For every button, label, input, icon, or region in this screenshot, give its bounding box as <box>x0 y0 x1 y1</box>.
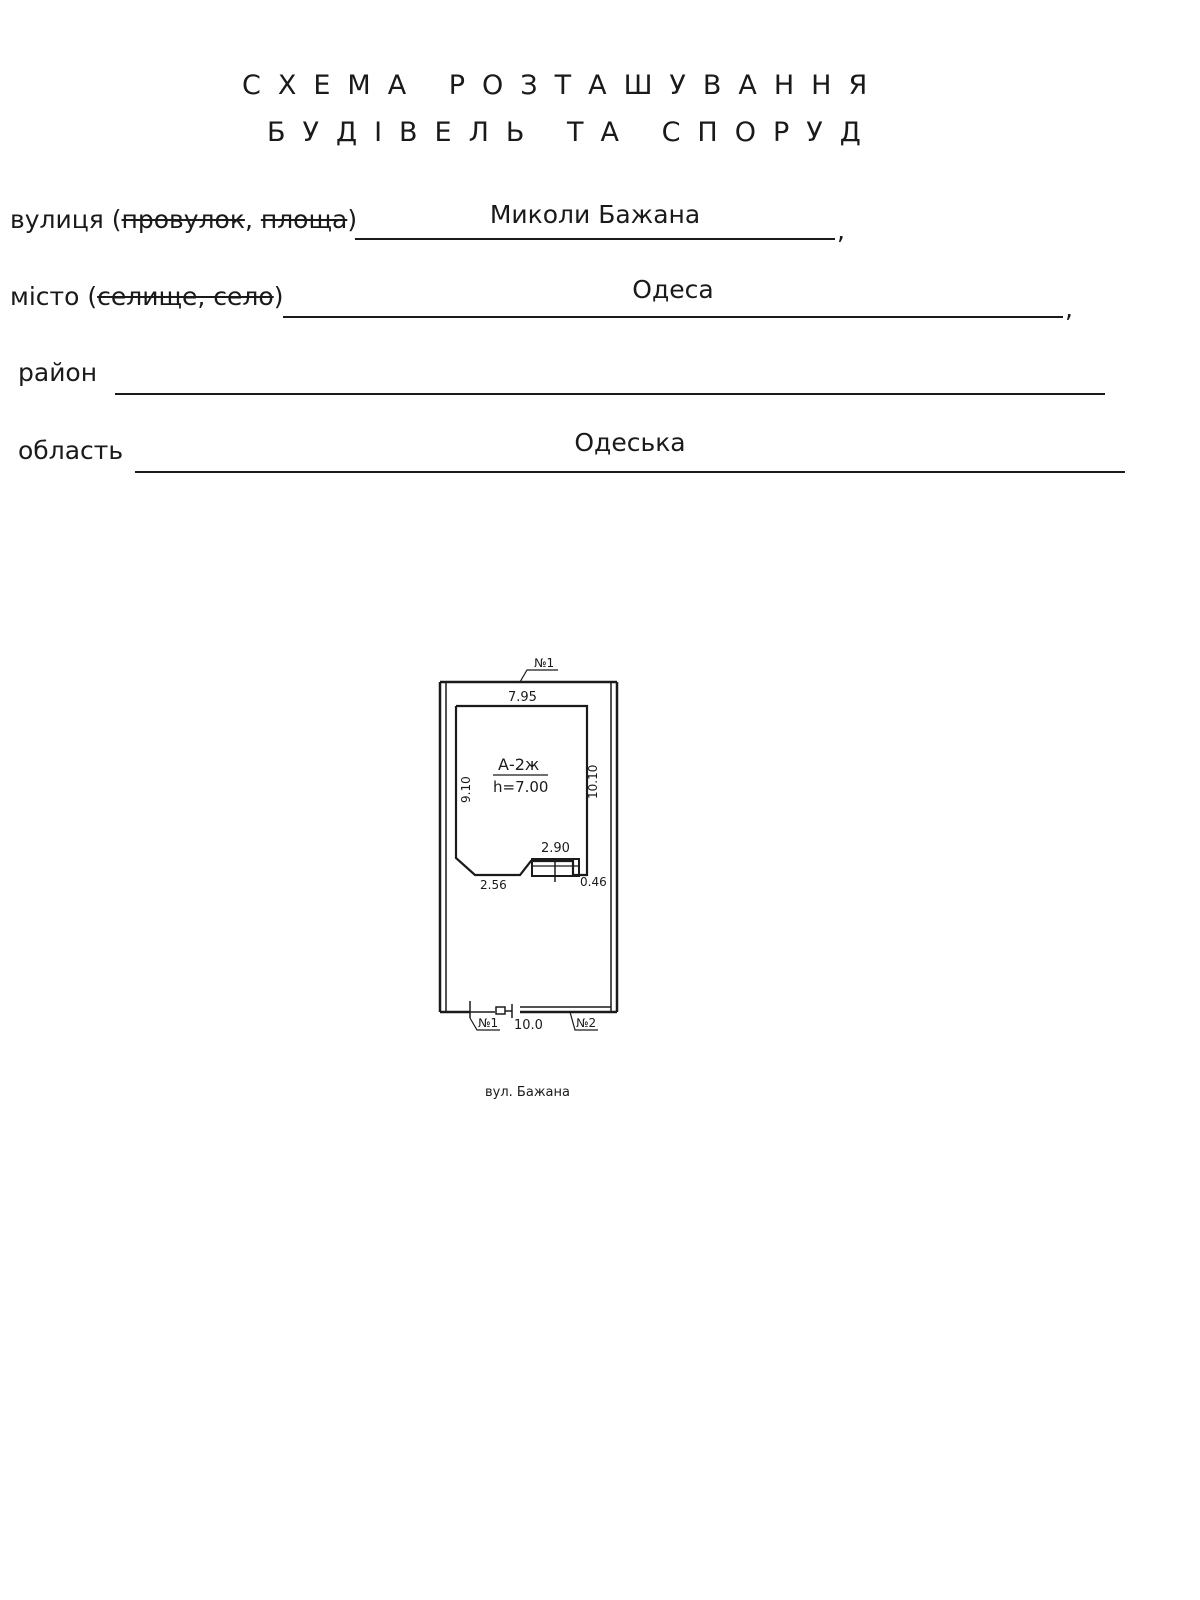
city-label-suffix: ) <box>273 282 284 311</box>
porch-width-dim: 2.90 <box>541 841 570 856</box>
building-height: h=7.00 <box>493 778 549 796</box>
bottom-left-dim: 2.56 <box>480 878 507 892</box>
district-label: район <box>18 358 98 387</box>
street-name-label: вул. Бажана <box>485 1085 570 1100</box>
city-label-prefix: місто ( <box>10 282 98 311</box>
street-label-struck-square: площа <box>260 205 348 234</box>
scheme-title-line-2: БУДІВЕЛЬ ТА СПОРУД <box>267 117 878 148</box>
region-value: Одеська <box>574 428 686 457</box>
region-label: область <box>18 436 124 465</box>
street-label-struck-lane: провулок <box>121 205 245 234</box>
city-label-struck-settlement: селище, село <box>97 282 274 311</box>
plot-boundary <box>440 682 617 1012</box>
street-label-sep: , <box>244 205 261 234</box>
gate-marker-2: №2 <box>576 1016 597 1030</box>
right-dim: 10.10 <box>586 764 600 799</box>
city-comma: , <box>1065 294 1073 323</box>
top-marker-label: №1 <box>534 656 555 670</box>
street-label-suffix: ) <box>347 205 358 234</box>
top-marker-leader <box>520 670 558 682</box>
top-width-dim: 7.95 <box>508 690 537 705</box>
street-label-prefix: вулиця ( <box>10 205 122 234</box>
porch-offset-dim: 0.46 <box>580 875 607 889</box>
building-code: А-2ж <box>498 755 540 774</box>
street-value: Миколи Бажана <box>489 200 701 229</box>
gate-marker-1: №1 <box>478 1016 499 1030</box>
city-value: Одеса <box>632 275 714 304</box>
scheme-title-line-1: СХЕМА РОЗТАШУВАННЯ <box>242 70 885 101</box>
front-width-dim: 10.0 <box>514 1018 543 1033</box>
street-comma: , <box>837 216 845 245</box>
left-dim: 9.10 <box>459 776 473 803</box>
